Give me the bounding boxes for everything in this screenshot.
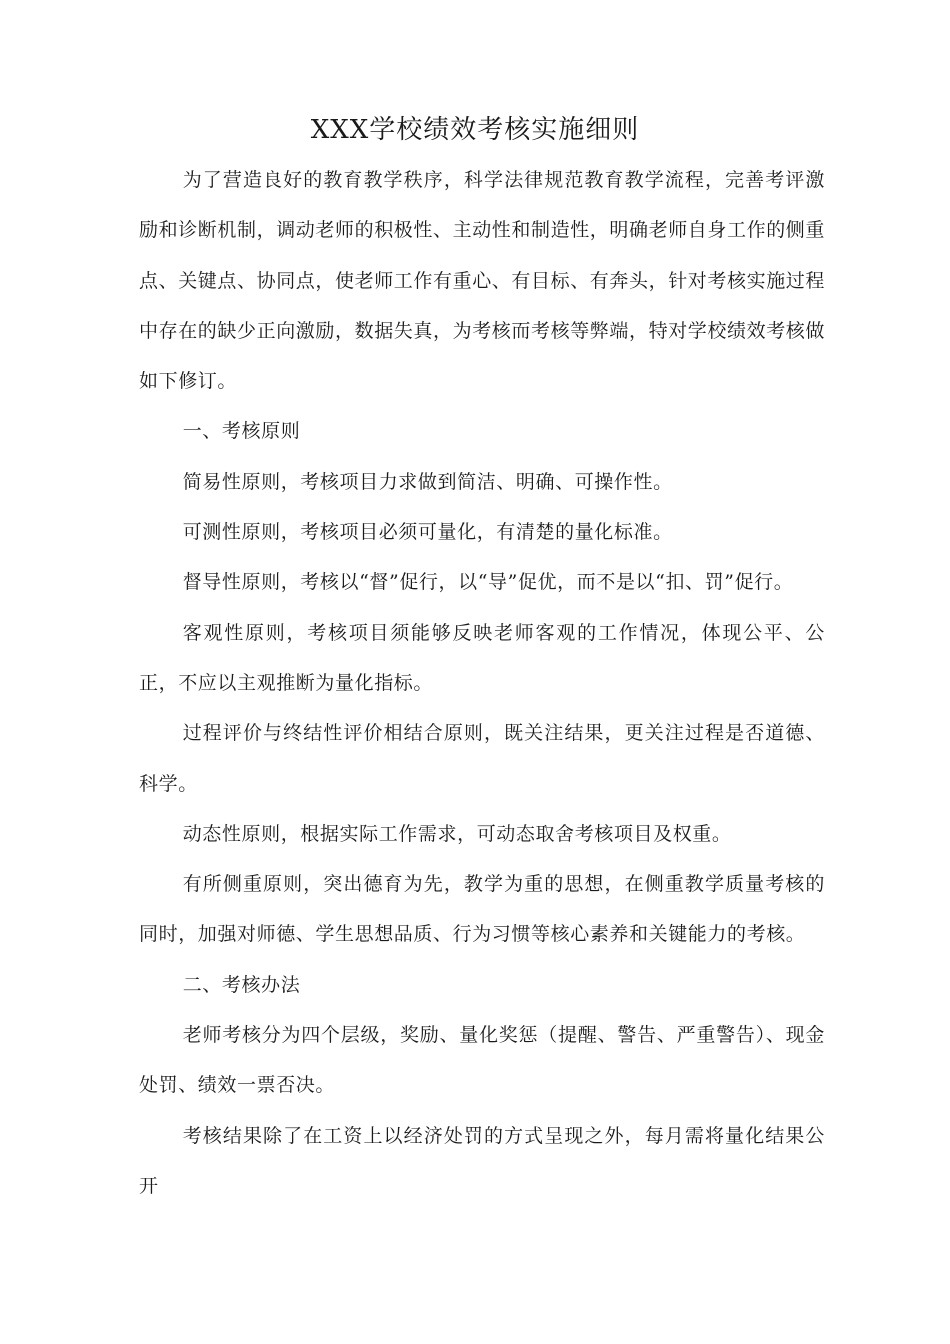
principle-simplicity: 简易性原则，考核项目力求做到简洁、明确、可操作性。 bbox=[182, 470, 673, 493]
principle-process-evaluation: 过程评价与终结性评价相结合原则，既关注结果，更关注过程是否道德、科学。 bbox=[139, 722, 825, 795]
principle-dynamic: 动态性原则，根据实际工作需求，可动态取舍考核项目及权重。 bbox=[182, 822, 732, 845]
section-heading-principles: 一、考核原则 bbox=[182, 420, 301, 443]
principle-objectivity: 客观性原则，考核项目须能够反映老师客观的工作情况，体现公平、公正，不应以主观推断为量化指标。 bbox=[139, 621, 825, 694]
section-heading-methods: 二、考核办法 bbox=[182, 973, 301, 996]
method-results: 考核结果除了在工资上以经济处罚的方式呈现之外，每月需将量化结果公开 bbox=[139, 1124, 825, 1197]
intro-paragraph: 为了营造良好的教育教学秩序，科学法律规范教育教学流程，完善考评激励和诊断机制，调动老师的积极性、主动性和制造性，明确老师自身工作的侧重点、关键点、协同点，使老师工作有重心、有目标、有奔头，针对考核实施过程中存在的缺少正向激励，数据失真，为考核而考核等弊端，特对学校绩效考核做如下修订。 bbox=[139, 169, 826, 393]
principle-measurability: 可测性原则，考核项目必须可量化，有清楚的量化标准。 bbox=[182, 521, 673, 544]
principle-guidance: 督导性原则，考核以“督”促行，以“导”促优，而不是以“扣、罚”促行。 bbox=[182, 571, 794, 594]
method-levels: 老师考核分为四个层级，奖励、量化奖惩（提醒、警告、严重警告）、现金处罚、绩效一票否决。 bbox=[139, 1024, 825, 1097]
principle-emphasis: 有所侧重原则，突出德育为先，教学为重的思想，在侧重教学质量考核的同时，加强对师德、学生思想品质、行为习惯等核心素养和关键能力的考核。 bbox=[139, 873, 825, 946]
document-title: XXX学校绩效考核实施细则 bbox=[310, 115, 640, 145]
document-body bbox=[139, 155, 825, 1211]
